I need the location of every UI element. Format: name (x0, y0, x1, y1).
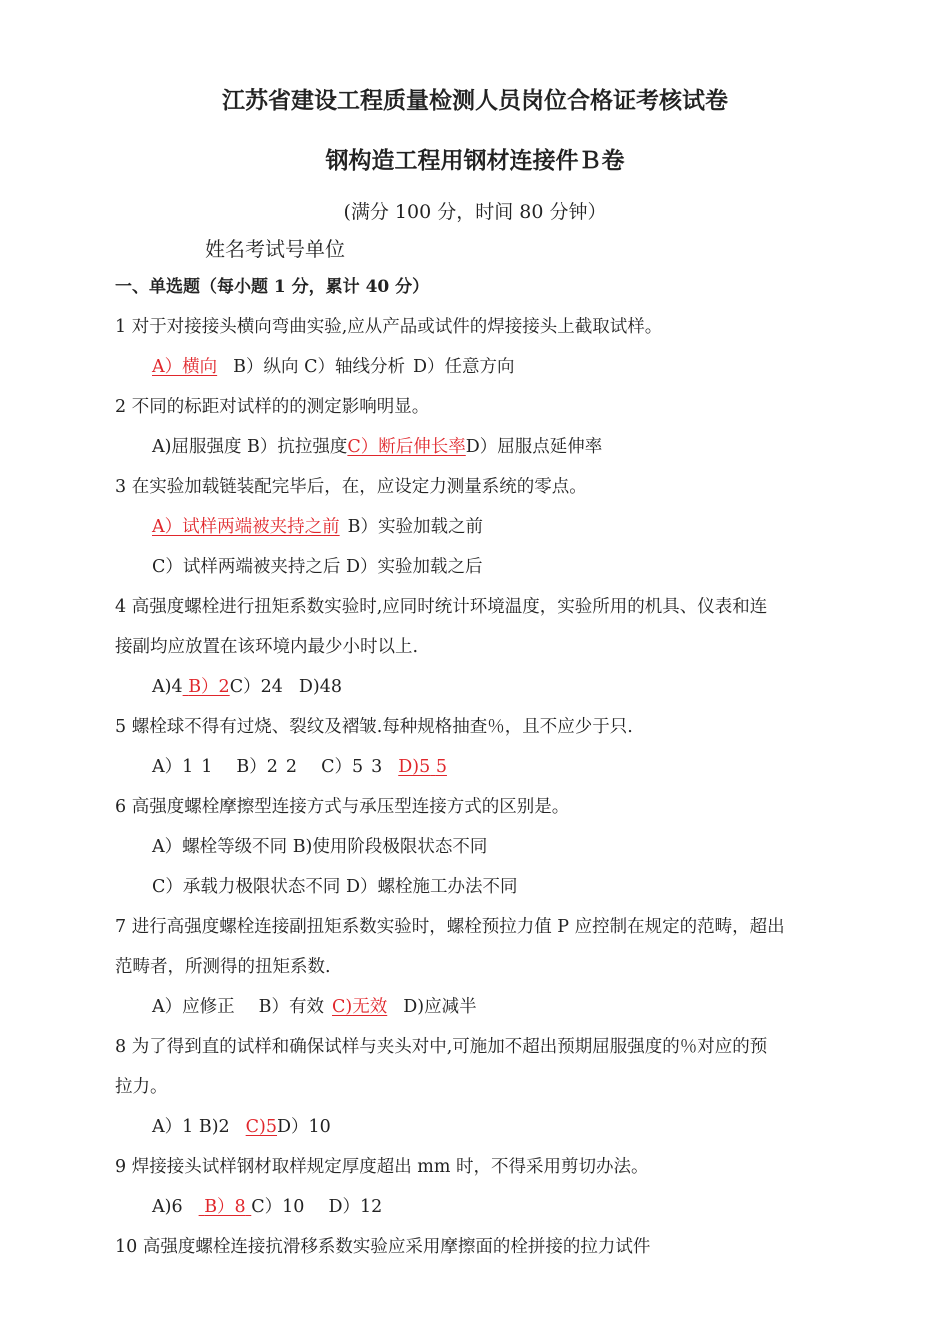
question-8-options (152, 1115, 331, 1139)
option: B）有效 (258, 997, 325, 1017)
question-5-stem: 5 螺栓球不得有过烧、裂纹及褶皱.每种规格抽查％，且不应少于只. (115, 717, 633, 737)
question-1-options (152, 355, 514, 379)
question-6-stem: 6 高强度螺栓摩擦型连接方式与承压型连接方式的区别是。 (115, 797, 570, 817)
question-1-stem: 1 对于对接接头横向弯曲实验,应从产品或试件的焊接接头上截取试样。 (115, 317, 663, 337)
question-7-stem-line-1: 7 进行高强度螺栓连接副扭矩系数实验时，螺栓预拉力值 P 应控制在规定的范畴，超出 (115, 917, 785, 937)
option: A)屈服强度 B）抗拉强度 (152, 437, 348, 457)
question-3-options-a (152, 515, 483, 539)
option: 2 (285, 757, 298, 777)
question-10-stem: 10 高强度螺栓连接抗滑移系数实验应采用摩擦面的栓拼接的拉力试件 (115, 1237, 651, 1257)
question-7-options (152, 995, 477, 1019)
option: D）10 (277, 1117, 331, 1137)
option: C）24 (229, 677, 283, 697)
question-2-stem: 2 不同的标距对试样的的测定影响明显。 (115, 397, 430, 417)
option: D）12 (328, 1197, 383, 1217)
exam-subtitle: 钢构造工程用钢材连接件Ｂ卷 (325, 147, 625, 174)
question-7-stem-line-2: 范畴者，所测得的扭矩系数. (115, 957, 331, 977)
option: B）实验加载之前 (347, 517, 484, 537)
option: A)4 (152, 677, 183, 697)
option: A）1 (152, 757, 194, 777)
question-9-stem: 9 焊接接头试样钢材取样规定厚度超出 mm 时，不得采用剪切办法。 (115, 1157, 649, 1177)
option: A)6 (152, 1197, 183, 1217)
option: A）1 B)2 (152, 1117, 230, 1137)
answer-option: D)5 5 (398, 757, 447, 777)
candidate-fields: 姓名考试号单位 (205, 237, 345, 261)
question-8-stem-line-1: 8 为了得到直的试样和确保试样与夹头对中,可施加不超出预期屈服强度的％对应的预 (115, 1037, 768, 1057)
option: C）10 (251, 1197, 305, 1217)
option: D)48 (298, 677, 342, 697)
option: D)应减半 (403, 997, 477, 1017)
question-6-options-a: A）螺栓等级不同 B)使用阶段极限状态不同 (152, 837, 488, 857)
exam-title: 江苏省建设工程质量检测人员岗位合格证考核试卷 (222, 87, 728, 114)
option: C）5 (321, 757, 364, 777)
answer-option: A）横向 (152, 357, 218, 377)
question-5-options (152, 755, 447, 779)
option: B）2 (236, 757, 278, 777)
option: A）应修正 (152, 997, 235, 1017)
question-6-options-b: C）承载力极限状态不同 D）螺栓施工办法不同 (152, 877, 518, 897)
exam-meta: (满分 100 分，时间 80 分钟） (343, 201, 607, 223)
question-9-options (152, 1195, 382, 1219)
answer-option: A）试样两端被夹持之前 (152, 517, 340, 537)
question-8-stem-line-2: 拉力。 (115, 1077, 168, 1097)
answer-option: C)无效 (332, 997, 388, 1017)
question-4-options (152, 675, 342, 699)
answer-option: B）2 (188, 677, 230, 697)
option: 1 (201, 757, 213, 777)
question-4-stem-line-1: 4 高强度螺栓进行扭矩系数实验时,应同时统计环境温度，实验所用的机具、仪表和连 (115, 597, 768, 617)
question-3-options-b: C）试样两端被夹持之后 D）实验加载之后 (152, 557, 483, 577)
answer-option: C）断后伸长率 (347, 437, 466, 457)
option: 3 (371, 757, 383, 777)
answer-option: B）8 (204, 1197, 246, 1217)
section-title: 一、单选题（每小题 1 分，累计 40 分） (115, 277, 430, 297)
question-2-options (152, 435, 602, 459)
question-3-stem: 3 在实验加载链装配完毕后，在，应设定力测量系统的零点。 (115, 477, 587, 497)
option: D）屈服点延伸率 (465, 437, 603, 457)
question-4-stem-line-2: 接副均应放置在该环境内最少小时以上. (115, 637, 419, 657)
answer-option: C)5 (245, 1117, 278, 1137)
option: D）任意方向 (412, 357, 515, 377)
option: B）纵向 C）轴线分析 (233, 357, 405, 377)
